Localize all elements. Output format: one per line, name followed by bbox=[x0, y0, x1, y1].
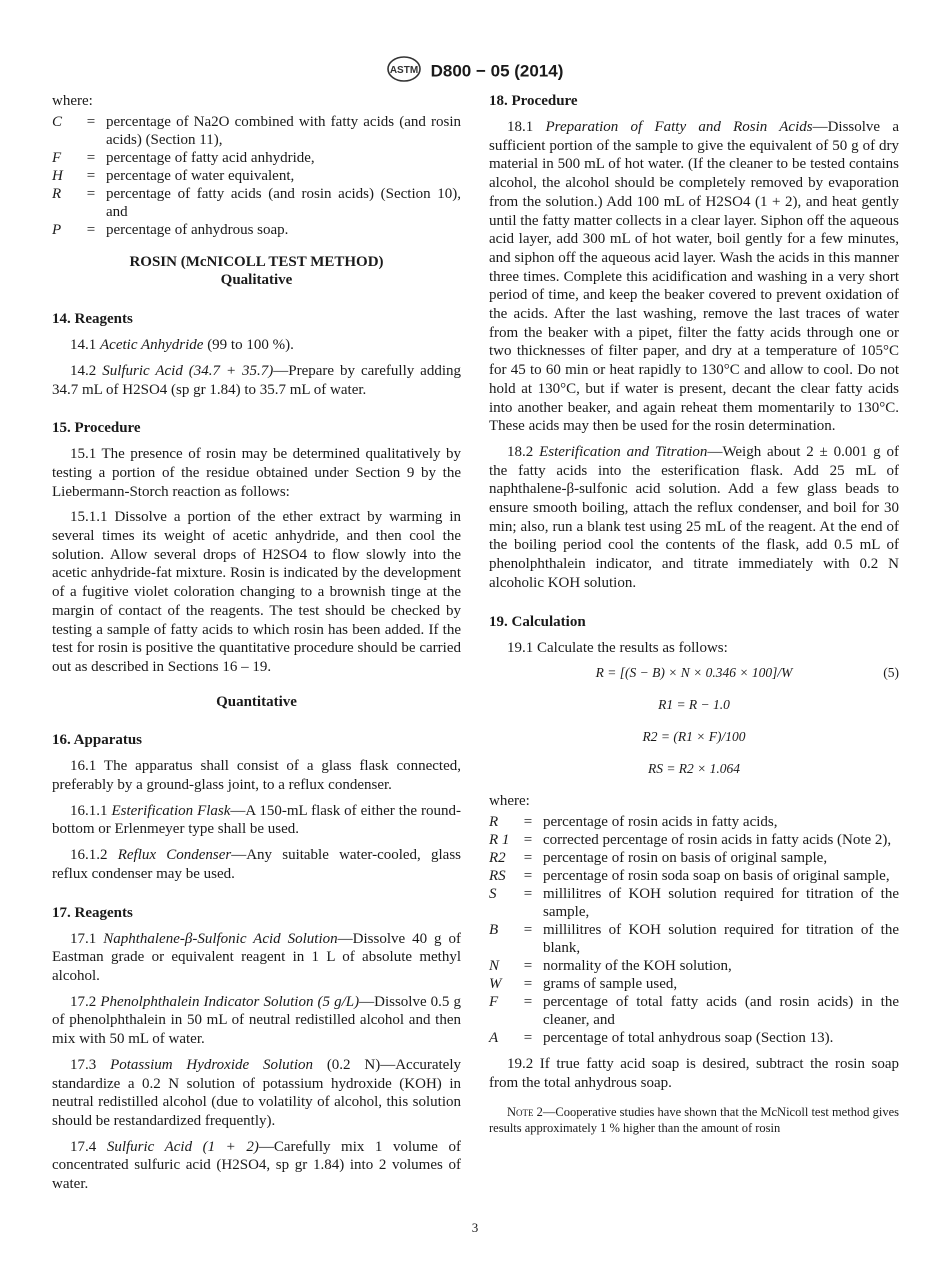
section-15-title: 15. Procedure bbox=[52, 420, 141, 437]
def-row bbox=[489, 831, 899, 849]
para-number: 17.1 bbox=[70, 930, 97, 947]
equation-number: (5) bbox=[883, 665, 899, 681]
def-eq: = bbox=[86, 149, 96, 166]
para-heading: Sulfuric Acid (34.7 + 35.7) bbox=[102, 362, 274, 379]
def-symbol: S bbox=[489, 885, 497, 902]
def-eq: = bbox=[86, 221, 96, 238]
def-eq: = bbox=[86, 113, 96, 130]
def-symbol: P bbox=[52, 221, 62, 238]
def-symbol: RS bbox=[489, 867, 506, 884]
equation-5 bbox=[489, 664, 899, 696]
para-text: (99 to 100 %). bbox=[207, 337, 294, 354]
para-18-2 bbox=[489, 443, 899, 593]
para-17-2 bbox=[52, 993, 461, 1049]
para-16-1-1 bbox=[52, 802, 461, 839]
def-row bbox=[489, 813, 899, 831]
para-number: 17.4 bbox=[70, 1138, 97, 1155]
where-label: where: bbox=[52, 93, 93, 109]
def-text: percentage of rosin acids in fatty acids, bbox=[543, 813, 778, 830]
para-number: 17.3 bbox=[70, 1056, 97, 1073]
equation-r2: R2 = (R1 × F)/100 bbox=[642, 729, 746, 745]
para-heading: Preparation of Fatty and Rosin Acids bbox=[545, 119, 813, 135]
definitions-table-1 bbox=[52, 113, 461, 239]
para-18-1 bbox=[489, 118, 899, 436]
def-symbol: R bbox=[489, 813, 499, 830]
def-symbol: F bbox=[489, 993, 499, 1010]
def-row bbox=[52, 221, 461, 239]
para-17-1 bbox=[52, 930, 461, 986]
para-heading: Phenolphthalein Indicator Solution (5 g/L) bbox=[100, 993, 360, 1010]
para-text: —Dissolve 0.5 g of phenolphthalein in 50 mL of neutral redistilled alcohol and then mix with 50 mL of water. bbox=[52, 993, 462, 1048]
def-eq: = bbox=[523, 957, 533, 974]
section-17-title: 17. Reagents bbox=[52, 904, 133, 921]
def-text: millilitres of KOH solution required for titration of the blank, bbox=[543, 921, 899, 956]
def-row bbox=[489, 921, 899, 957]
para-17-3 bbox=[52, 1056, 461, 1131]
def-row bbox=[52, 185, 461, 221]
section-19-title: 19. Calculation bbox=[489, 613, 586, 630]
para-text: —Weigh about 2 ± 0.001 g of the fatty acids into the esterification flask. Add 25 mL of naphthalene-β-sulfonic acid solution. Add a few glass beads to ensure smooth boiling, attach the reflux condenser, and boil for 30 min; also, run a blank test using 25 mL of the reagent. At the end of the boiling period cool the contents of the flask, add 0.5 mL of phenolphthalein indicator, and titrate immediately with 0.2 N alcoholic KOH solution. bbox=[489, 443, 900, 591]
def-row bbox=[52, 149, 461, 167]
definitions-table-2 bbox=[489, 813, 899, 1047]
astm-logo-icon bbox=[387, 56, 421, 87]
def-symbol: H bbox=[52, 167, 63, 184]
def-row bbox=[489, 885, 899, 921]
def-text: grams of sample used, bbox=[543, 975, 678, 992]
def-symbol: B bbox=[489, 921, 499, 938]
def-symbol: W bbox=[489, 975, 502, 992]
def-text: percentage of fatty acids (and rosin acids) (Section 10), and bbox=[106, 185, 461, 220]
para-text: —Carefully mix 1 volume of concentrated sulfuric acid (H2SO4, sp gr 1.84) into 2 volumes of water. bbox=[52, 1138, 462, 1193]
def-symbol: R bbox=[52, 185, 62, 202]
def-symbol: C bbox=[52, 113, 63, 130]
def-text: percentage of water equivalent, bbox=[106, 167, 295, 184]
para-heading: Naphthalene-β-Sulfonic Acid Solution bbox=[103, 930, 338, 947]
def-text: percentage of Na2O combined with fatty acids (and rosin acids) (Section 11), bbox=[106, 113, 461, 148]
para-text: —Prepare by carefully adding 34.7 mL of H2SO4 (sp gr 1.84) to 35.7 mL of water. bbox=[52, 362, 462, 398]
def-row bbox=[489, 1029, 899, 1047]
section-16-title: 16. Apparatus bbox=[52, 732, 143, 749]
para-15-1: 15.1 The presence of rosin may be determined qualitatively by testing a portion of the residue obtained under Section 9 by the Liebermann-Storch reaction as follows: bbox=[52, 446, 461, 500]
para-number: 14.1 bbox=[70, 337, 97, 354]
para-heading: Reflux Condenser bbox=[117, 847, 232, 864]
def-text: percentage of total fatty acids (and rosin acids) in the cleaner, and bbox=[543, 993, 899, 1028]
def-symbol: N bbox=[489, 957, 500, 974]
para-text: —A 150-mL flask of either the round-bottom or Erlenmeyer type shall be used. bbox=[52, 802, 461, 838]
def-row bbox=[489, 993, 899, 1029]
rosin-subtitle: Qualitative bbox=[220, 272, 293, 289]
note-text: —Cooperative studies have shown that the McNicoll test method gives results approximately 1 % higher than the amount of rosin bbox=[489, 1105, 899, 1136]
def-eq: = bbox=[523, 813, 533, 830]
note-2 bbox=[489, 1104, 899, 1136]
def-row bbox=[489, 867, 899, 885]
equation-rs: RS = R2 × 1.064 bbox=[647, 761, 741, 777]
para-heading: Potassium Hydroxide Solution bbox=[110, 1056, 313, 1073]
para-number: 18.2 bbox=[507, 443, 534, 460]
page-header bbox=[0, 56, 950, 87]
def-text: percentage of anhydrous soap. bbox=[106, 221, 289, 238]
para-14-2 bbox=[52, 362, 461, 399]
section-18-title: 18. Procedure bbox=[489, 93, 578, 109]
para-16-1: 16.1 The apparatus shall consist of a glass flask connected, preferably by a ground-glass joint, to a reflux condenser. bbox=[52, 758, 461, 794]
def-text: millilitres of KOH solution required for titration of the sample, bbox=[543, 885, 899, 920]
para-number: 16.1.1 bbox=[70, 802, 108, 819]
para-text: —Dissolve a sufficient portion of the sample to give the equivalent of 50 g of dry material in 500 mL of hot water. (If the cleaner to be tested contains alcohol, the alcohol should be completely removed by evaporation from the solution.) Add 100 mL of H2SO4 (1 + 2), and heat gently until the fatty matter collects in a clear layer. Siphon off the aqueous acid layer, add 300 mL of hot water, boil gently for a few minutes, and siphon off the aqueous acid layer. Wash the acids in this manner three times. Complete this acidification and washing in a very short period of time, and keep the beaker covered to prevent oxidation of the acids. After the last washing, remove the last traces of water from the beaker with a pipet, filter the fatty acids through one or two thicknesses of filter paper, and dry at a temperature of 105°C for 45 to 60 min or heat rapidly to 130°C and allow to cool. Do not hold at 130°C, but if water is present, decant the clear fatty acids into another beaker, and again reheat them momentarily to 130°C. These acids may then be used for the rosin determination. bbox=[489, 119, 900, 435]
rosin-heading bbox=[52, 253, 461, 290]
def-eq: = bbox=[86, 185, 96, 202]
para-text: (0.2 N)—Accurately standardize a 0.2 N solution of potassium hydroxide (KOH) in neutral redistilled alcohol (due to volatility of alcohol, this solution should be restandardized frequently). bbox=[52, 1056, 462, 1129]
def-text: percentage of fatty acid anhydride, bbox=[106, 149, 315, 166]
def-text: percentage of total anhydrous soap (Section 13). bbox=[543, 1029, 834, 1046]
para-14-1 bbox=[52, 336, 461, 355]
def-row bbox=[52, 113, 461, 149]
def-symbol: R2 bbox=[489, 849, 506, 866]
equation-text: R = [(S − B) × N × 0.346 × 100]/W bbox=[595, 665, 793, 681]
right-column bbox=[489, 92, 899, 1143]
svg-text:ASTM: ASTM bbox=[389, 65, 418, 76]
para-19-1: 19.1 Calculate the results as follows: bbox=[507, 639, 728, 656]
def-eq: = bbox=[523, 993, 533, 1010]
page-number: 3 bbox=[471, 1220, 479, 1235]
def-eq: = bbox=[523, 867, 533, 884]
left-column bbox=[52, 92, 461, 1201]
rosin-title: ROSIN (McNICOLL TEST METHOD) bbox=[129, 253, 384, 270]
designation: D800 − 05 (2014) bbox=[430, 61, 564, 81]
def-row bbox=[489, 957, 899, 975]
para-number: 14.2 bbox=[70, 362, 97, 379]
para-number: 16.1.2 bbox=[70, 847, 108, 864]
def-row bbox=[52, 167, 461, 185]
where-label: where: bbox=[489, 793, 530, 810]
para-heading: Esterification and Titration bbox=[539, 443, 708, 460]
para-19-2: 19.2 If true fatty acid soap is desired, subtract the rosin soap from the total anhydrous soap. bbox=[489, 1055, 899, 1091]
def-row bbox=[489, 849, 899, 867]
def-eq: = bbox=[523, 975, 533, 992]
equation-r1: R1 = R − 1.0 bbox=[658, 697, 730, 713]
def-eq: = bbox=[523, 885, 533, 902]
section-14-title: 14. Reagents bbox=[52, 311, 133, 328]
para-heading: Esterification Flask bbox=[111, 802, 231, 819]
def-symbol: A bbox=[489, 1029, 499, 1046]
def-eq: = bbox=[523, 849, 533, 866]
quantitative-heading: Quantitative bbox=[216, 693, 297, 710]
para-17-4 bbox=[52, 1138, 461, 1194]
para-number: 17.2 bbox=[70, 993, 97, 1010]
para-16-1-2 bbox=[52, 846, 461, 883]
para-heading: Sulfuric Acid (1 + 2) bbox=[106, 1138, 259, 1155]
para-number: 18.1 bbox=[507, 119, 534, 135]
note-label: Note 2 bbox=[507, 1105, 543, 1120]
para-heading: Acetic Anhydride bbox=[100, 337, 204, 354]
def-text: normality of the KOH solution, bbox=[543, 957, 732, 974]
def-symbol: R 1 bbox=[489, 831, 510, 848]
para-15-1-1: 15.1.1 Dissolve a portion of the ether extract by warming in several times its weight of acetic anhydride, and then cool the solution. Allow several drops of H2SO4 to flow slowly into the acetic anhydride-fat mixture. Rosin is indicated by the development of a fugitive violet coloration changing to a brownish tinge at the margin of contact of the reagents. The test should be checked by testing a sample of fatty acids to which rosin has been added. If the test for rosin is positive the quantitative procedure should be carried out as described in Sections 16 – 19. bbox=[52, 509, 461, 675]
para-text: —Any suitable water-cooled, glass reflux condenser may be used. bbox=[52, 847, 462, 882]
def-row bbox=[489, 975, 899, 993]
def-text: percentage of rosin soda soap on basis of original sample, bbox=[543, 867, 890, 884]
def-eq: = bbox=[523, 1029, 533, 1046]
def-eq: = bbox=[523, 831, 533, 848]
def-eq: = bbox=[86, 167, 96, 184]
def-symbol: F bbox=[52, 149, 62, 166]
def-text: corrected percentage of rosin acids in fatty acids (Note 2), bbox=[543, 831, 892, 848]
para-text: —Dissolve 40 g of Eastman grade or equivalent reagent in 1 L of absolute methyl alcohol. bbox=[52, 930, 462, 984]
def-text: percentage of rosin on basis of original sample, bbox=[543, 849, 828, 866]
def-eq: = bbox=[523, 921, 533, 938]
